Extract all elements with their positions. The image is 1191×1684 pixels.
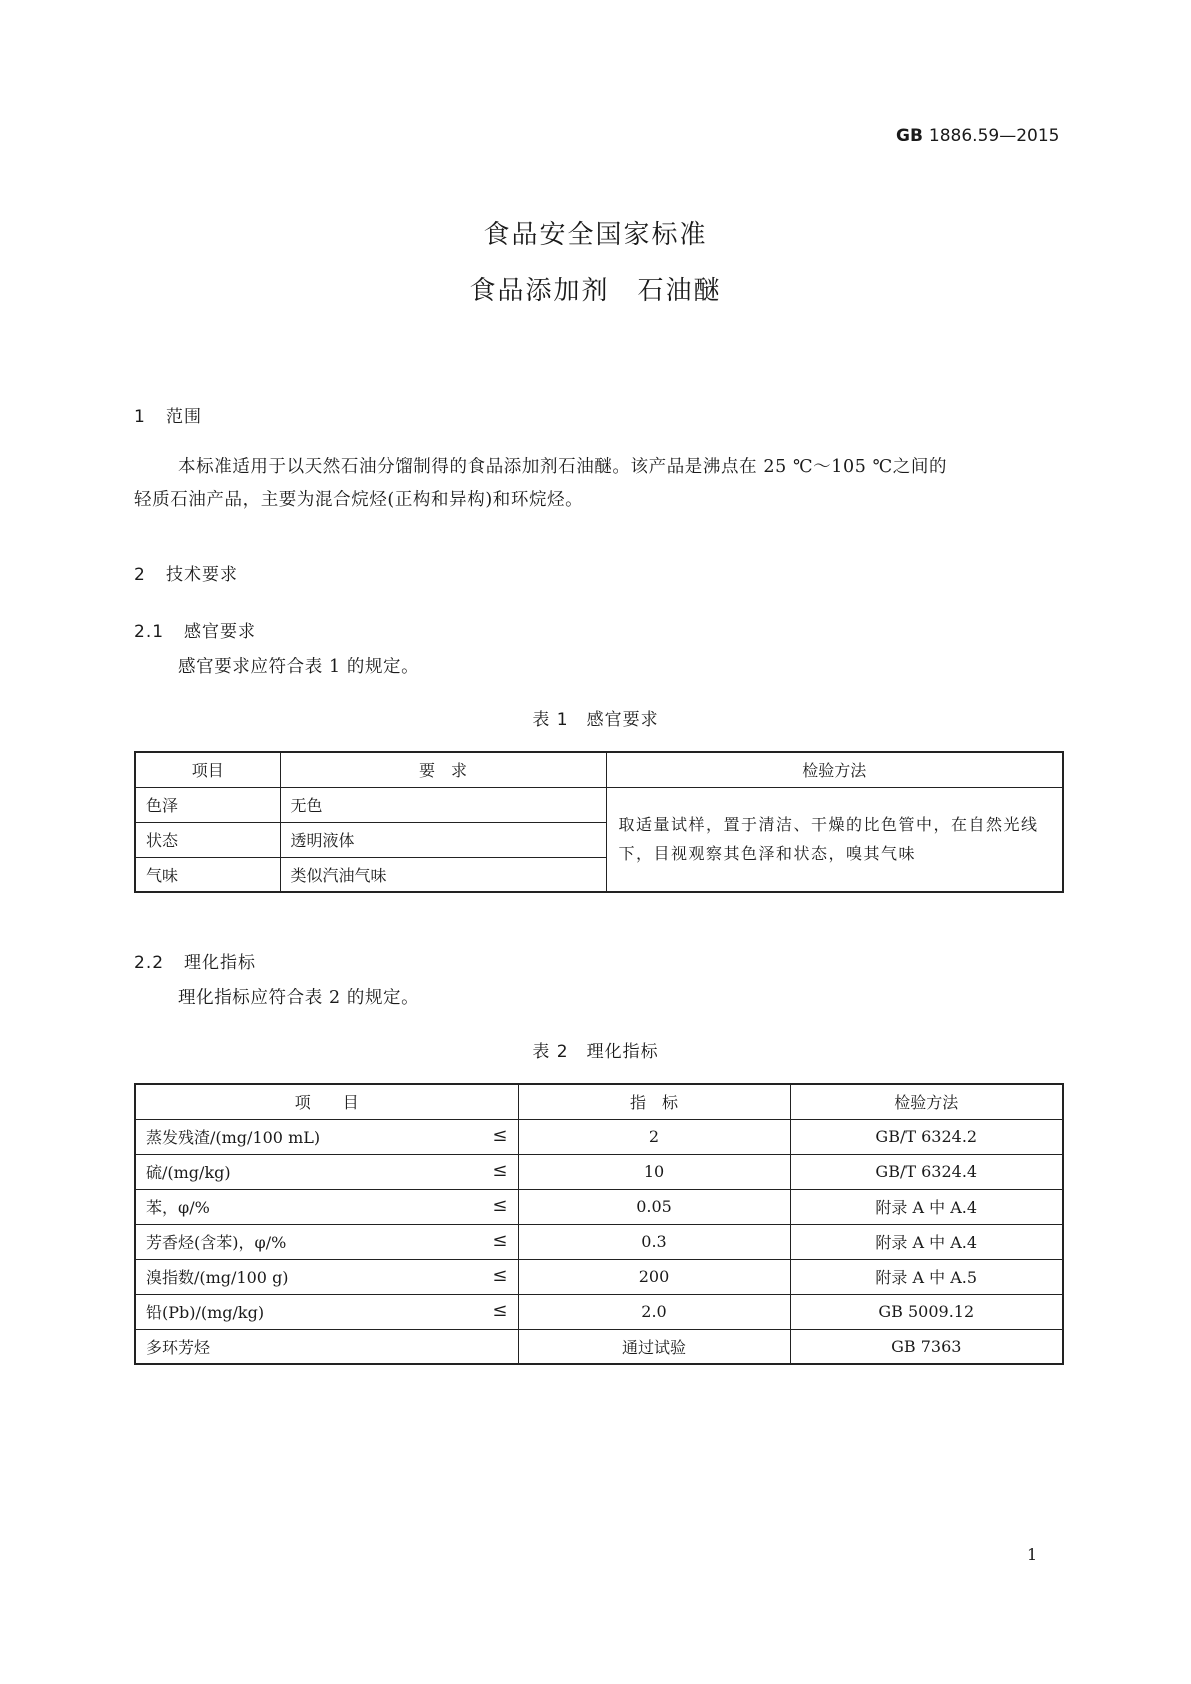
header-cell: 要 求 [280, 752, 606, 787]
section-1-heading [134, 402, 202, 427]
item-cell [135, 1119, 518, 1154]
method-cell: GB/T 6324.2 [790, 1119, 1063, 1154]
method-cell: 附录 A 中 A.4 [790, 1189, 1063, 1224]
table-row [135, 1329, 1063, 1364]
header-cell: 项目 [135, 752, 280, 787]
page-number: 1 [1027, 1545, 1038, 1564]
section-number: 2.2 [134, 953, 165, 973]
requirement-cell: 类似汽油气味 [280, 857, 606, 892]
section-2-2-paragraph [134, 982, 1064, 1015]
table-row [135, 1154, 1063, 1189]
table-2-physicochemical [134, 1083, 1064, 1365]
header-cell: 检验方法 [606, 752, 1063, 787]
standard-prefix: GB [896, 126, 923, 146]
value-cell: 2 [518, 1119, 790, 1154]
standard-number [896, 126, 1060, 146]
item-cell [135, 1259, 518, 1294]
header-cell: 项 目 [135, 1084, 518, 1119]
section-2-heading [134, 560, 238, 585]
method-cell: 附录 A 中 A.5 [790, 1259, 1063, 1294]
item-label: 多环芳烃 [146, 1337, 211, 1357]
operator-symbol: ≤ [492, 1195, 508, 1216]
table-1-sensory [134, 751, 1064, 893]
table-2-caption: 表 2 理化指标 [532, 1042, 659, 1062]
item-cell [135, 1294, 518, 1329]
operator-symbol: ≤ [492, 1265, 508, 1286]
item-label: 苯，φ/% [146, 1198, 210, 1217]
section-title: 技术要求 [166, 565, 238, 585]
requirement-cell: 无色 [280, 787, 606, 822]
section-number: 2 [134, 565, 146, 585]
method-cell: GB 5009.12 [790, 1294, 1063, 1329]
operator-symbol: ≤ [492, 1125, 508, 1146]
paragraph-line: 感官要求应符合表 1 的规定。 [178, 657, 420, 677]
header-cell: 指 标 [518, 1084, 790, 1119]
section-number: 1 [134, 407, 146, 427]
value-cell: 10 [518, 1154, 790, 1189]
paragraph-line: 轻质石油产品，主要为混合烷烃(正构和异构)和环烷烃。 [134, 490, 584, 510]
item-cell: 状态 [135, 822, 280, 857]
section-2-2-heading [134, 948, 256, 973]
value-cell: 0.05 [518, 1189, 790, 1224]
table-header-row [135, 752, 1063, 787]
value-cell: 2.0 [518, 1294, 790, 1329]
table-header-row [135, 1084, 1063, 1119]
operator-symbol: ≤ [492, 1160, 508, 1181]
standard-code: 1886.59—2015 [928, 126, 1060, 146]
method-cell: 附录 A 中 A.4 [790, 1224, 1063, 1259]
table-1-caption: 表 1 感官要求 [532, 710, 659, 730]
method-cell: GB 7363 [790, 1329, 1063, 1364]
header-cell: 检验方法 [790, 1084, 1063, 1119]
table-row [135, 1259, 1063, 1294]
operator-symbol: ≤ [492, 1230, 508, 1251]
item-cell [135, 1224, 518, 1259]
section-title: 感官要求 [184, 622, 256, 642]
document-title: 食品安全国家标准 [483, 220, 708, 250]
item-label: 铅(Pb)/(mg/kg) [146, 1303, 265, 1322]
table-row [135, 1294, 1063, 1329]
method-cell: GB/T 6324.4 [790, 1154, 1063, 1189]
value-cell: 通过试验 [518, 1329, 790, 1364]
item-cell [135, 1329, 518, 1364]
section-2-1-heading [134, 617, 256, 642]
item-cell: 色泽 [135, 787, 280, 822]
requirement-cell: 透明液体 [280, 822, 606, 857]
method-cell: 取适量试样，置于清洁、干燥的比色管中，在自然光线下，目视观察其色泽和状态，嗅其气味 [606, 787, 1063, 892]
value-cell: 0.3 [518, 1224, 790, 1259]
item-label: 蒸发残渣/(mg/100 mL) [146, 1128, 321, 1147]
table-row [135, 1119, 1063, 1154]
item-label: 溴指数/(mg/100 g) [146, 1268, 289, 1287]
section-title: 范围 [166, 407, 202, 427]
section-1-paragraph [134, 451, 1064, 517]
item-label: 硫/(mg/kg) [146, 1163, 231, 1182]
section-2-1-paragraph [134, 651, 1064, 684]
item-label: 芳香烃(含苯)，φ/% [146, 1233, 287, 1252]
paragraph-line: 本标准适用于以天然石油分馏制得的食品添加剂石油醚。该产品是沸点在 25 ℃～105 ℃之间的 [178, 457, 948, 477]
table-row [135, 1189, 1063, 1224]
paragraph-line: 理化指标应符合表 2 的规定。 [178, 988, 420, 1008]
table-row [135, 787, 1063, 822]
section-number: 2.1 [134, 622, 165, 642]
item-cell [135, 1154, 518, 1189]
operator-symbol: ≤ [492, 1300, 508, 1321]
table-row [135, 1224, 1063, 1259]
item-cell [135, 1189, 518, 1224]
section-title: 理化指标 [184, 953, 256, 973]
item-cell: 气味 [135, 857, 280, 892]
document-subtitle: 食品添加剂 石油醚 [469, 276, 722, 306]
value-cell: 200 [518, 1259, 790, 1294]
